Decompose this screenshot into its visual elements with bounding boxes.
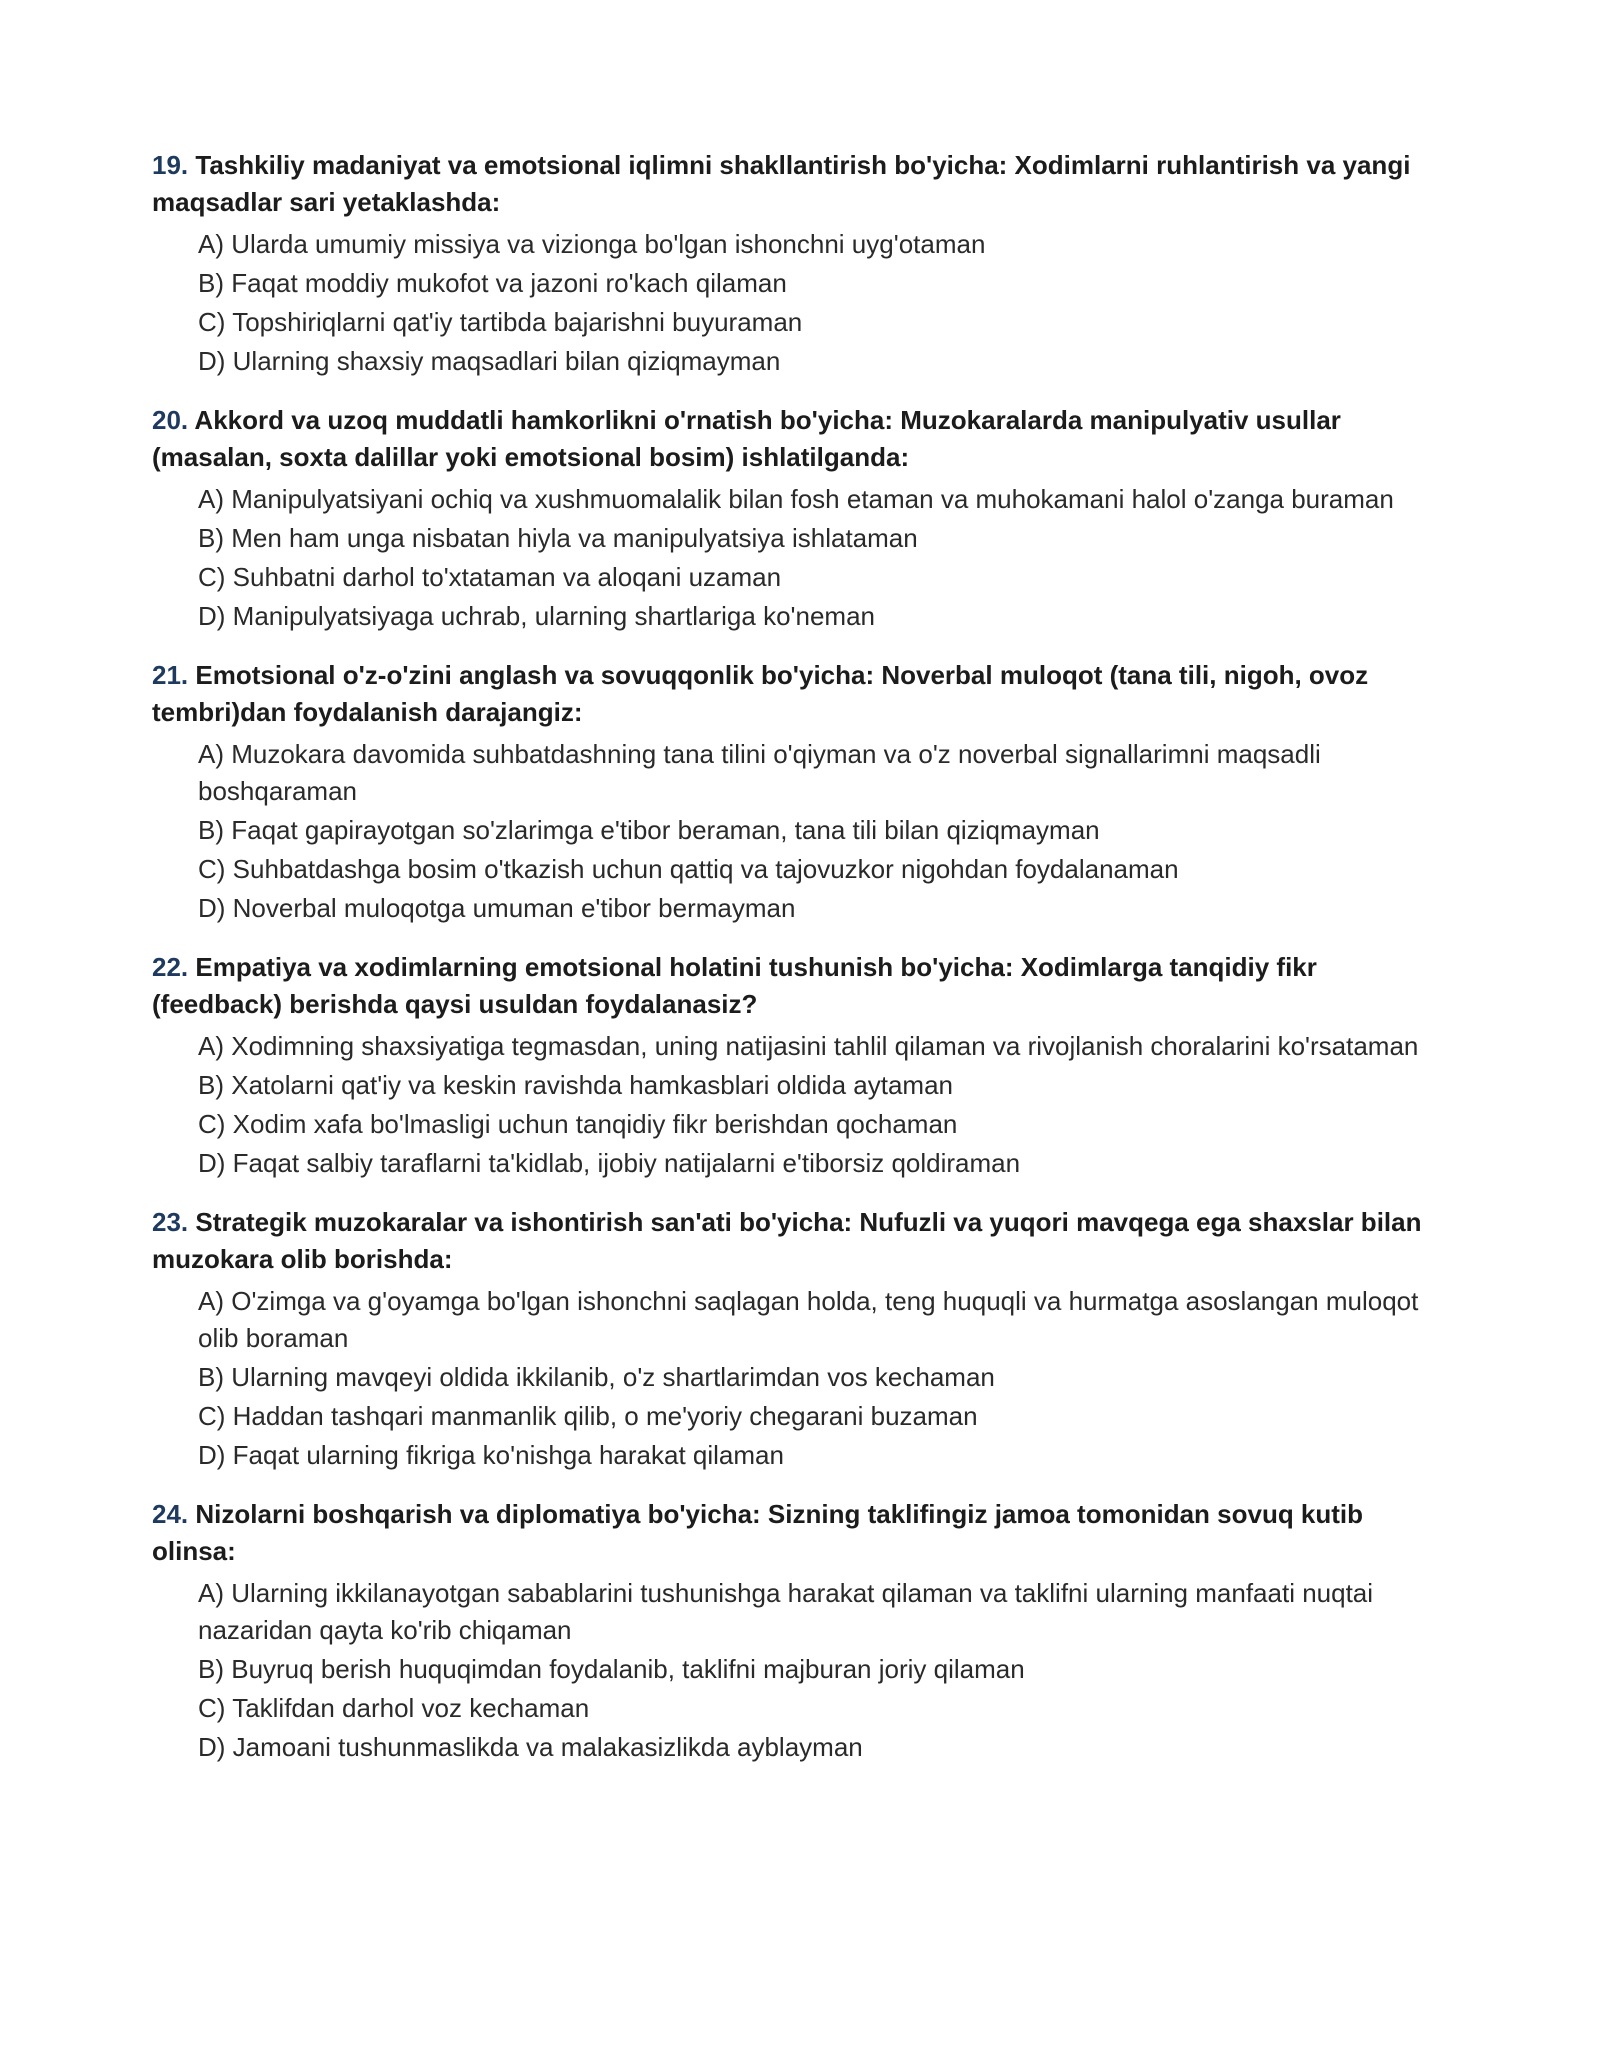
question-number: 20. <box>152 405 189 435</box>
question-heading <box>152 1204 1452 1278</box>
answer-option: B) Ularning mavqeyi oldida ikkilanib, o'z shartlarimdan vos kechaman <box>198 1362 995 1392</box>
answer-option: C) Suhbatni darhol to'xtataman va aloqani uzaman <box>198 562 782 592</box>
answer-option: D) Jamoani tushunmaslikda va malakasizlikda ayblayman <box>198 1732 863 1762</box>
question-number: 24. <box>152 1499 189 1529</box>
answer-option: D) Noverbal muloqotga umuman e'tibor bermayman <box>198 893 796 923</box>
answer-option: A) Xodimning shaxsiyatiga tegmasdan, uning natijasini tahlil qilaman va rivojlanish choralarini ko'rsataman <box>198 1031 1419 1061</box>
question-block <box>152 1204 1452 1474</box>
answer-option: D) Faqat ularning fikriga ko'nishga harakat qilaman <box>198 1440 784 1470</box>
question-number: 21. <box>152 660 189 690</box>
question-block <box>152 147 1452 380</box>
answer-options <box>152 1028 1452 1182</box>
question-heading <box>152 949 1452 1023</box>
answer-options <box>152 736 1452 927</box>
answer-option: A) Ularning ikkilanayotgan sabablarini tushunishga harakat qilaman va taklifni ularning manfaati nuqtai nazaridan qayta ko'rib chiqaman <box>198 1578 1374 1645</box>
question-block <box>152 1496 1452 1766</box>
question-list <box>152 147 1452 1788</box>
answer-option: C) Haddan tashqari manmanlik qilib, o me'yoriy chegarani buzaman <box>198 1401 978 1431</box>
question-block <box>152 949 1452 1182</box>
answer-option: A) Ularda umumiy missiya va vizionga bo'lgan ishonchni uyg'otaman <box>198 229 986 259</box>
answer-option: B) Faqat moddiy mukofot va jazoni ro'kach qilaman <box>198 268 787 298</box>
answer-option: D) Faqat salbiy taraflarni ta'kidlab, ijobiy natijalarni e'tiborsiz qoldiraman <box>198 1148 1021 1178</box>
answer-option: A) Manipulyatsiyani ochiq va xushmuomalalik bilan fosh etaman va muhokamani halol o'zanga buraman <box>198 484 1394 514</box>
answer-option: A) Muzokara davomida suhbatdashning tana tilini o'qiyman va o'z noverbal signallarimni maqsadli boshqaraman <box>198 739 1321 806</box>
question-heading <box>152 1496 1452 1570</box>
answer-option: C) Topshiriqlarni qat'iy tartibda bajarishni buyuraman <box>198 307 803 337</box>
question-number: 22. <box>152 952 189 982</box>
answer-option: B) Faqat gapirayotgan so'zlarimga e'tibor beraman, tana tili bilan qiziqmayman <box>198 815 1100 845</box>
question-text: Emotsional o'z-o'zini anglash va sovuqqonlik bo'yicha: Noverbal muloqot (tana tili, nigoh, ovoz tembri)dan foydalanish darajangiz: <box>152 660 1369 727</box>
answer-option: B) Xatolarni qat'iy va keskin ravishda hamkasblari oldida aytaman <box>198 1070 954 1100</box>
question-heading <box>152 402 1452 476</box>
question-text: Akkord va uzoq muddatli hamkorlikni o'rnatish bo'yicha: Muzokaralarda manipulyativ usullar (masalan, soxta dalillar yoki emotsional bosim) ishlatilganda: <box>152 405 1341 472</box>
question-heading <box>152 147 1452 221</box>
question-text: Tashkiliy madaniyat va emotsional iqlimni shakllantirish bo'yicha: Xodimlarni ruhlantirish va yangi maqsadlar sari yetaklashda: <box>152 150 1411 217</box>
answer-option: D) Manipulyatsiyaga uchrab, ularning shartlariga ko'neman <box>198 601 875 631</box>
question-text: Empatiya va xodimlarning emotsional holatini tushunish bo'yicha: Xodimlarga tanqidiy fikr (feedback) berishda qaysi usuldan foydalanasiz? <box>152 952 1317 1019</box>
answer-option: B) Buyruq berish huquqimdan foydalanib, taklifni majburan joriy qilaman <box>198 1654 1025 1684</box>
answer-option: A) O'zimga va g'oyamga bo'lgan ishonchni saqlagan holda, teng huquqli va hurmatga asoslangan muloqot olib boraman <box>198 1286 1419 1353</box>
answer-option: D) Ularning shaxsiy maqsadlari bilan qiziqmayman <box>198 346 781 376</box>
question-number: 23. <box>152 1207 189 1237</box>
question-number: 19. <box>152 150 189 180</box>
answer-options <box>152 481 1452 635</box>
question-text: Nizolarni boshqarish va diplomatiya bo'yicha: Sizning taklifingiz jamoa tomonidan sovuq kutib olinsa: <box>152 1499 1364 1566</box>
answer-option: B) Men ham unga nisbatan hiyla va manipulyatsiya ishlataman <box>198 523 918 553</box>
answer-options <box>152 1283 1452 1474</box>
answer-option: C) Taklifdan darhol voz kechaman <box>198 1693 590 1723</box>
question-block <box>152 657 1452 927</box>
answer-options <box>152 226 1452 380</box>
answer-options <box>152 1575 1452 1766</box>
answer-option: C) Xodim xafa bo'lmasligi uchun tanqidiy fikr berishdan qochaman <box>198 1109 958 1139</box>
answer-option: C) Suhbatdashga bosim o'tkazish uchun qattiq va tajovuzkor nigohdan foydalanaman <box>198 854 1179 884</box>
question-block <box>152 402 1452 635</box>
question-text: Strategik muzokaralar va ishontirish san'ati bo'yicha: Nufuzli va yuqori mavqega ega shaxslar bilan muzokara olib borishda: <box>152 1207 1422 1274</box>
question-heading <box>152 657 1452 731</box>
